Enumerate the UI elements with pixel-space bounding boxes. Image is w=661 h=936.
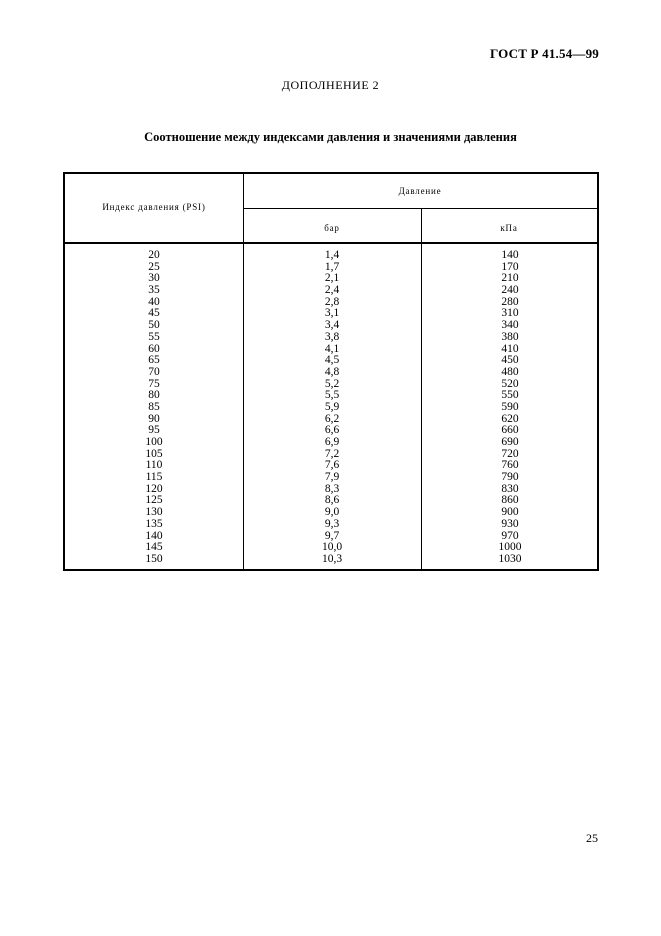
index-cell: 95 [148, 424, 160, 437]
bar-cell: 9,0 [324, 506, 340, 519]
kpa-cell: 480 [501, 365, 519, 378]
index-cell: 90 [148, 412, 160, 425]
bar-cell: 6,2 [324, 412, 340, 425]
kpa-cell: 310 [501, 307, 519, 320]
bar-cell: 8,3 [324, 482, 340, 495]
index-cell: 25 [148, 260, 160, 273]
kpa-cell: 860 [501, 494, 519, 507]
appendix-title: ДОПОЛНЕНИЕ 2 [281, 78, 380, 92]
kpa-cell: 590 [501, 400, 519, 413]
index-cell: 40 [148, 295, 160, 308]
index-cell: 85 [148, 400, 160, 413]
bar-cell: 1,7 [324, 260, 340, 273]
header-pressure: Давление [398, 186, 442, 196]
kpa-cell: 660 [501, 424, 519, 437]
index-cell: 115 [145, 471, 163, 484]
bar-cell: 1,4 [324, 249, 340, 261]
kpa-cell: 830 [501, 482, 519, 495]
bar-cell: 8,6 [324, 494, 340, 507]
bar-cell: 7,6 [324, 459, 340, 472]
header-index: Индекс давления (PSI) [102, 202, 206, 212]
index-cell: 140 [145, 529, 163, 542]
kpa-cell: 900 [501, 506, 519, 519]
index-cell: 105 [145, 447, 163, 460]
bar-cell: 6,6 [324, 424, 340, 437]
kpa-cell: 340 [501, 319, 519, 332]
kpa-cell: 1030 [498, 552, 522, 565]
kpa-cell: 240 [501, 284, 519, 297]
header-divider [65, 242, 597, 244]
bar-cell: 5,5 [324, 389, 340, 402]
index-cell: 35 [148, 284, 160, 297]
index-cell: 70 [148, 365, 160, 378]
kpa-cell: 450 [501, 354, 519, 367]
index-cell: 100 [145, 436, 163, 448]
bar-cell: 4,1 [324, 342, 340, 355]
bar-cell: 7,9 [324, 471, 340, 484]
bar-cell: 2,8 [324, 295, 340, 308]
kpa-cell: 690 [501, 436, 519, 448]
index-cell: 30 [148, 272, 160, 285]
kpa-cell: 550 [501, 389, 519, 402]
index-cell: 135 [145, 517, 163, 530]
index-cell: 45 [148, 307, 160, 320]
bar-cell: 9,3 [324, 517, 340, 530]
bar-cell: 3,4 [324, 319, 340, 332]
kpa-cell: 790 [501, 471, 519, 484]
bar-cell: 3,8 [324, 330, 340, 343]
index-cell: 125 [145, 494, 163, 507]
document-code: ГОСТ Р 41.54—99 [490, 46, 599, 61]
index-cell: 120 [145, 482, 163, 495]
kpa-cell: 380 [501, 330, 519, 343]
index-cell: 75 [148, 377, 160, 390]
index-cell: 20 [148, 249, 160, 261]
index-cell: 110 [145, 459, 163, 472]
header-kpa: кПа [500, 223, 518, 233]
index-cell: 150 [145, 552, 163, 565]
bar-cell: 2,1 [324, 272, 340, 285]
bar-cell: 5,2 [324, 377, 340, 390]
bar-cell: 4,8 [324, 365, 340, 378]
kpa-cell: 760 [501, 459, 519, 472]
bar-cell: 2,4 [324, 284, 340, 297]
kpa-cell: 620 [501, 412, 519, 425]
kpa-cell: 210 [501, 272, 519, 285]
kpa-cell: 1000 [498, 541, 522, 554]
bar-cell: 7,2 [324, 447, 340, 460]
pressure-table [63, 172, 599, 571]
index-cell: 50 [148, 319, 160, 332]
kpa-cell: 930 [501, 517, 519, 530]
page-number: 25 [586, 831, 598, 845]
kpa-column [421, 250, 599, 566]
index-cell: 55 [148, 330, 160, 343]
header-bar: бар [324, 223, 340, 233]
bar-column [243, 250, 421, 566]
index-cell: 65 [148, 354, 160, 367]
bar-cell: 4,5 [324, 354, 340, 367]
kpa-cell: 280 [501, 295, 519, 308]
table-title: Соотношение между индексами давления и значениями давления [144, 130, 517, 144]
index-column [65, 250, 243, 566]
index-cell: 130 [145, 506, 163, 519]
index-cell: 60 [148, 342, 160, 355]
subheader-divider [243, 208, 597, 209]
index-cell: 80 [148, 389, 160, 402]
kpa-cell: 720 [501, 447, 519, 460]
bar-cell: 10,3 [321, 552, 343, 565]
bar-cell: 5,9 [324, 400, 340, 413]
bar-cell: 3,1 [324, 307, 340, 320]
kpa-cell: 410 [501, 342, 519, 355]
bar-cell: 9,7 [324, 529, 340, 542]
kpa-cell: 140 [501, 249, 519, 261]
index-cell: 145 [145, 541, 163, 554]
kpa-cell: 170 [501, 260, 519, 273]
kpa-cell: 970 [501, 529, 519, 542]
bar-cell: 6,9 [324, 436, 340, 448]
bar-cell: 10,0 [321, 541, 343, 554]
kpa-cell: 520 [501, 377, 519, 390]
